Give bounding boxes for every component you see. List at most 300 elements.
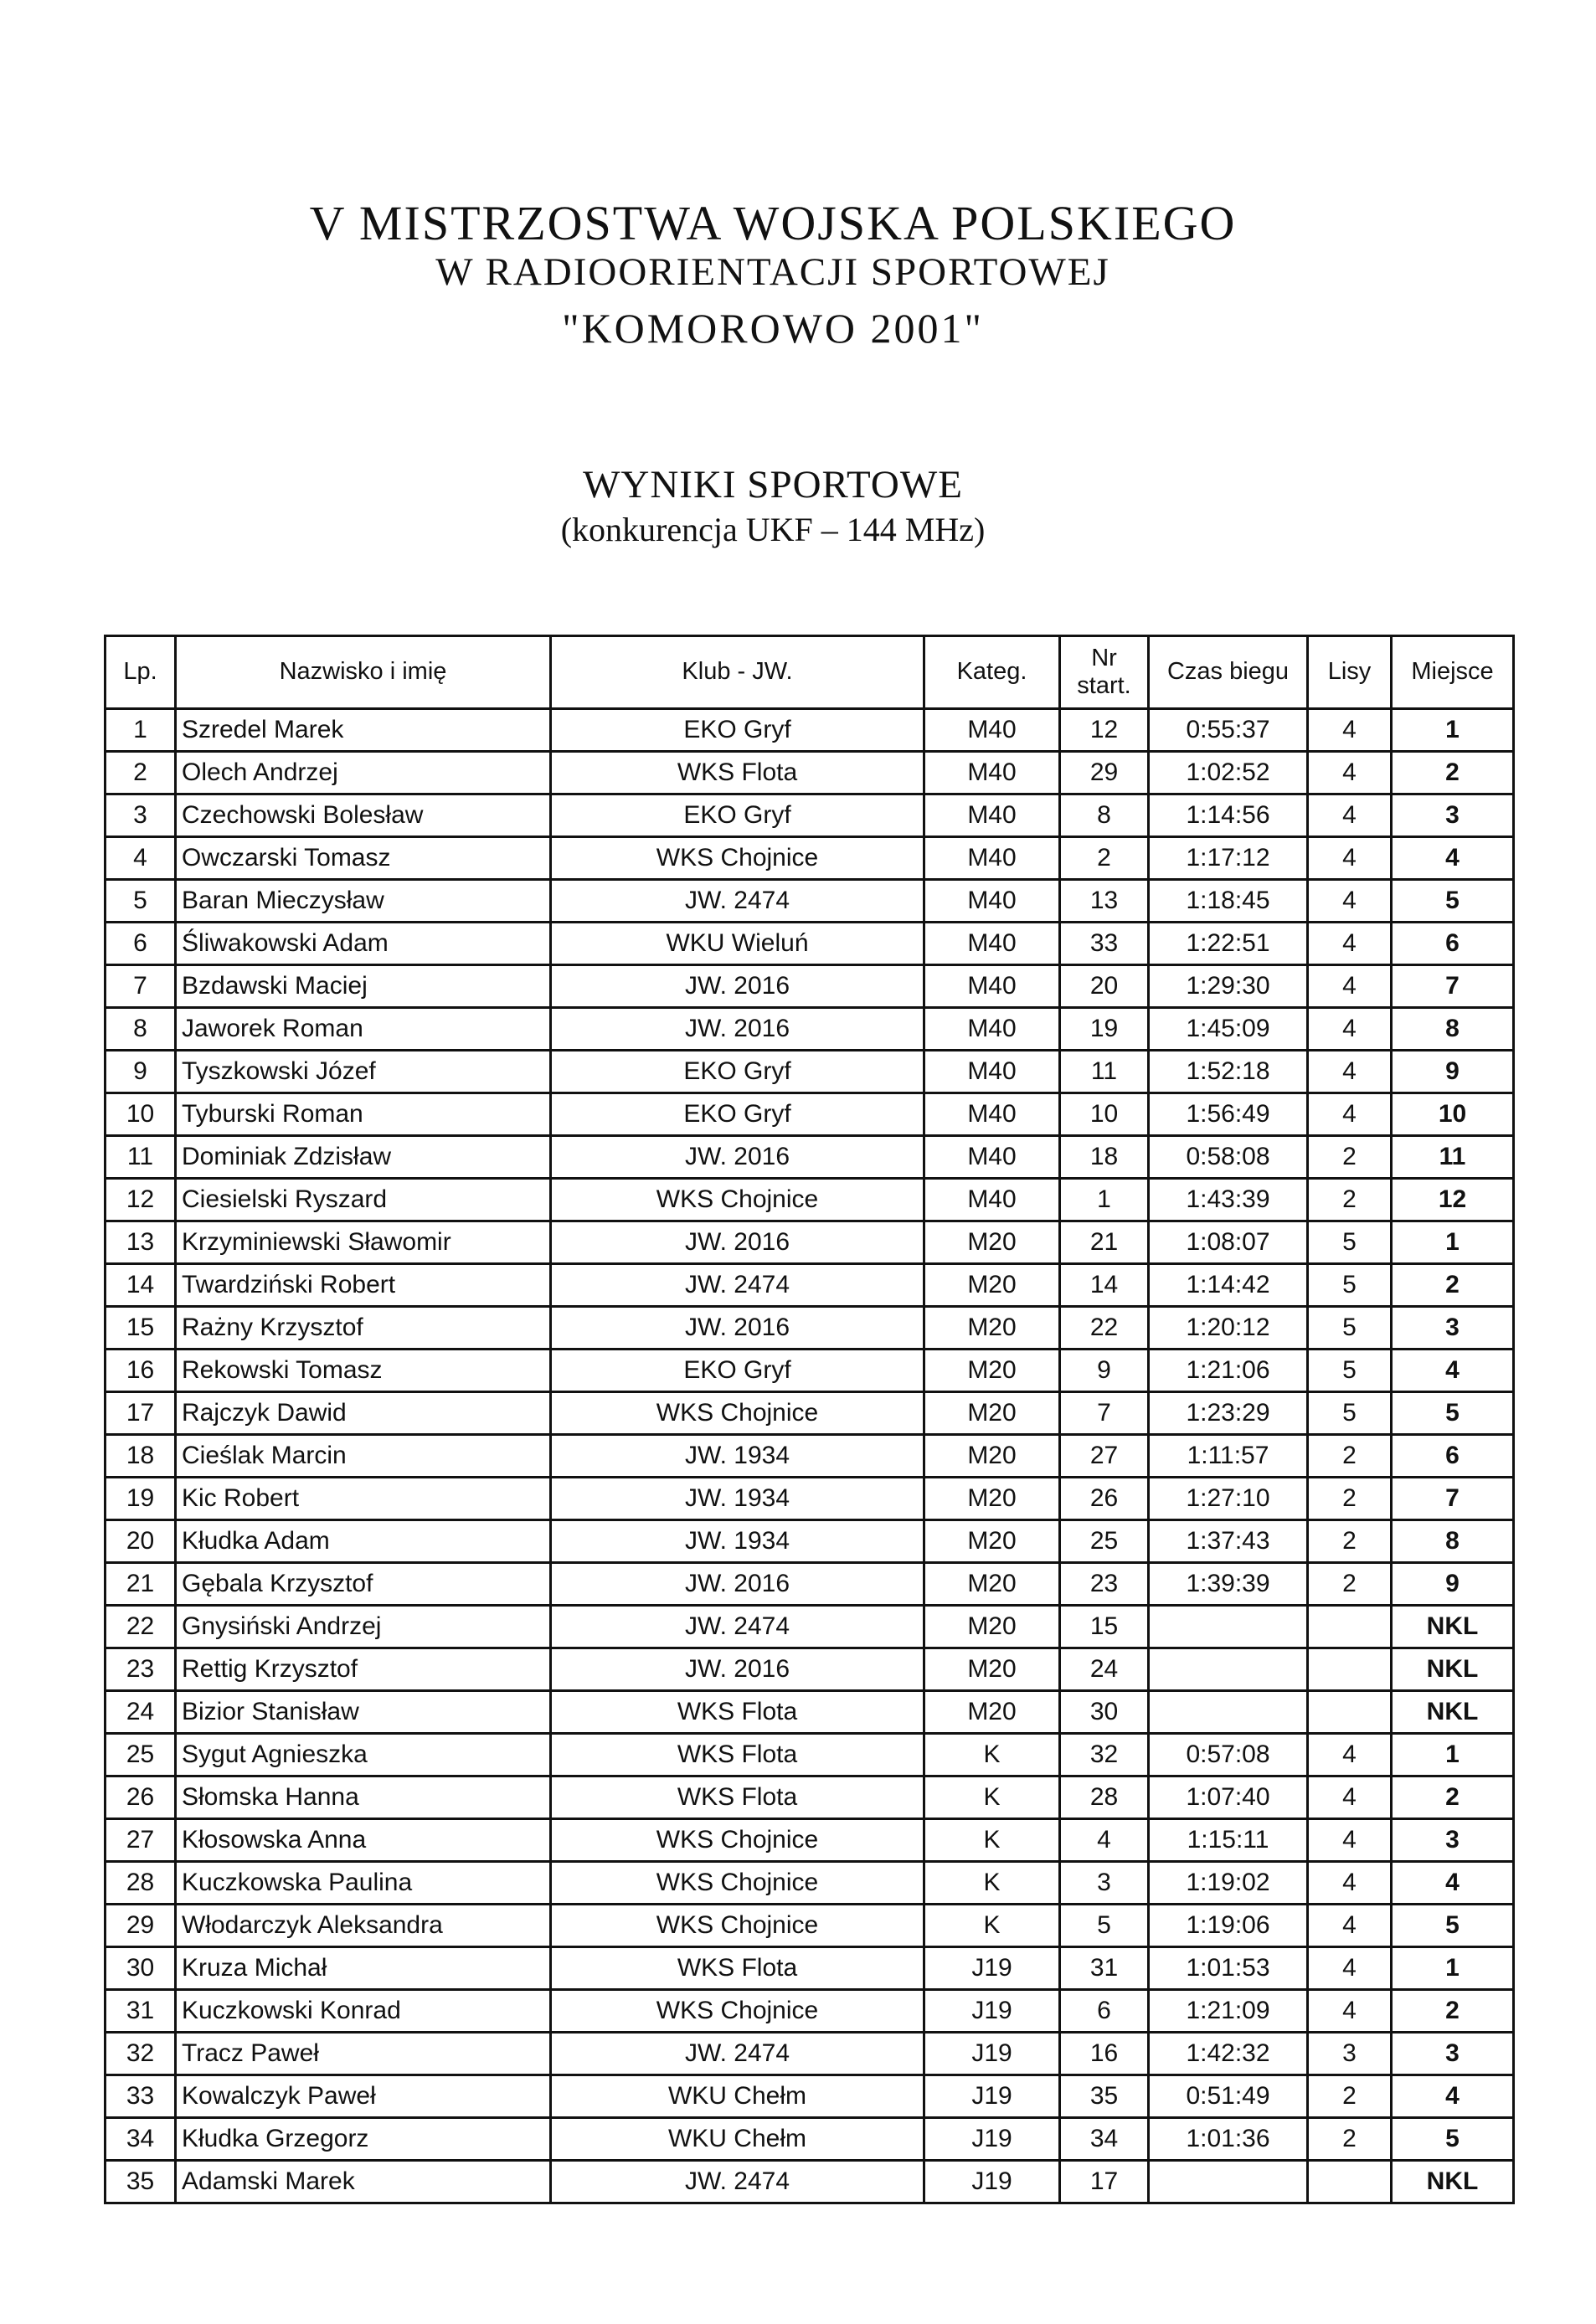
cell-club: JW. 2016	[551, 1307, 924, 1350]
table-row	[106, 1221, 1514, 1264]
cell-name: Dominiak Zdzisław	[176, 1136, 551, 1179]
cell-category: M40	[924, 752, 1060, 794]
cell-run-time	[1149, 2161, 1308, 2203]
cell-club: WKS Chojnice	[551, 1990, 924, 2033]
cell-lp: 34	[106, 2118, 176, 2161]
cell-place: 4	[1392, 1862, 1514, 1905]
cell-club: JW. 2016	[551, 1136, 924, 1179]
cell-foxes: 4	[1308, 1051, 1392, 1093]
cell-foxes: 4	[1308, 1862, 1392, 1905]
cell-start-number: 31	[1060, 1947, 1149, 1990]
cell-start-number: 27	[1060, 1435, 1149, 1478]
cell-foxes: 4	[1308, 965, 1392, 1008]
cell-club: JW. 2474	[551, 2033, 924, 2075]
cell-place: 3	[1392, 1307, 1514, 1350]
cell-lp: 4	[106, 837, 176, 880]
cell-foxes: 3	[1308, 2033, 1392, 2075]
cell-foxes: 2	[1308, 1520, 1392, 1563]
cell-foxes: 5	[1308, 1392, 1392, 1435]
cell-lp: 5	[106, 880, 176, 923]
cell-lp: 16	[106, 1350, 176, 1392]
cell-name: Sygut Agnieszka	[176, 1734, 551, 1776]
cell-start-number: 30	[1060, 1691, 1149, 1734]
cell-place: 2	[1392, 1776, 1514, 1819]
cell-run-time: 1:21:09	[1149, 1990, 1308, 2033]
cell-foxes: 4	[1308, 1734, 1392, 1776]
cell-lp: 22	[106, 1606, 176, 1648]
cell-run-time: 1:02:52	[1149, 752, 1308, 794]
cell-place: 7	[1392, 965, 1514, 1008]
cell-lp: 29	[106, 1905, 176, 1947]
cell-lp: 28	[106, 1862, 176, 1905]
header-place: Miejsce	[1392, 636, 1514, 709]
cell-name: Krzyminiewski Sławomir	[176, 1221, 551, 1264]
cell-start-number: 9	[1060, 1350, 1149, 1392]
cell-start-number: 19	[1060, 1008, 1149, 1051]
cell-category: M20	[924, 1435, 1060, 1478]
cell-start-number: 8	[1060, 794, 1149, 837]
cell-foxes: 4	[1308, 752, 1392, 794]
cell-start-number: 28	[1060, 1776, 1149, 1819]
cell-lp: 25	[106, 1734, 176, 1776]
cell-category: M20	[924, 1350, 1060, 1392]
cell-name: Jaworek Roman	[176, 1008, 551, 1051]
cell-foxes: 2	[1308, 1563, 1392, 1606]
cell-foxes: 5	[1308, 1264, 1392, 1307]
cell-club: WKS Chojnice	[551, 1905, 924, 1947]
cell-name: Śliwakowski Adam	[176, 923, 551, 965]
cell-start-number: 15	[1060, 1606, 1149, 1648]
cell-foxes: 4	[1308, 1008, 1392, 1051]
cell-lp: 27	[106, 1819, 176, 1862]
cell-category: M20	[924, 1691, 1060, 1734]
cell-run-time: 1:43:39	[1149, 1179, 1308, 1221]
cell-start-number: 10	[1060, 1093, 1149, 1136]
cell-name: Kłudka Grzegorz	[176, 2118, 551, 2161]
cell-category: J19	[924, 1990, 1060, 2033]
cell-name: Kłosowska Anna	[176, 1819, 551, 1862]
table-row	[106, 1990, 1514, 2033]
cell-club: JW. 2016	[551, 965, 924, 1008]
cell-start-number: 25	[1060, 1520, 1149, 1563]
cell-foxes: 4	[1308, 1947, 1392, 1990]
cell-name: Rażny Krzysztof	[176, 1307, 551, 1350]
table-row	[106, 1606, 1514, 1648]
cell-start-number: 21	[1060, 1221, 1149, 1264]
cell-run-time: 0:51:49	[1149, 2075, 1308, 2118]
cell-club: WKS Chojnice	[551, 1862, 924, 1905]
cell-foxes: 4	[1308, 837, 1392, 880]
header-foxes: Lisy	[1308, 636, 1392, 709]
table-row	[106, 1307, 1514, 1350]
cell-start-number: 3	[1060, 1862, 1149, 1905]
cell-lp: 9	[106, 1051, 176, 1093]
cell-start-number: 4	[1060, 1819, 1149, 1862]
cell-place: 5	[1392, 880, 1514, 923]
header-club: Klub - JW.	[551, 636, 924, 709]
cell-foxes: 4	[1308, 1990, 1392, 2033]
header-start-number: Nr start.	[1060, 636, 1149, 709]
cell-start-number: 6	[1060, 1990, 1149, 2033]
cell-club: EKO Gryf	[551, 794, 924, 837]
cell-run-time	[1149, 1606, 1308, 1648]
cell-club: JW. 2016	[551, 1563, 924, 1606]
cell-run-time	[1149, 1691, 1308, 1734]
cell-run-time: 1:07:40	[1149, 1776, 1308, 1819]
cell-lp: 23	[106, 1648, 176, 1691]
cell-club: WKS Chojnice	[551, 837, 924, 880]
cell-category: M40	[924, 1093, 1060, 1136]
cell-run-time: 1:37:43	[1149, 1520, 1308, 1563]
cell-place: 1	[1392, 1734, 1514, 1776]
cell-name: Gnysiński Andrzej	[176, 1606, 551, 1648]
cell-place: 3	[1392, 794, 1514, 837]
cell-name: Kruza Michał	[176, 1947, 551, 1990]
table-row	[106, 1862, 1514, 1905]
cell-category: K	[924, 1734, 1060, 1776]
document-title	[0, 196, 1596, 352]
cell-club: WKU Wieluń	[551, 923, 924, 965]
cell-club: WKU Chełm	[551, 2118, 924, 2161]
cell-foxes	[1308, 1648, 1392, 1691]
cell-club: JW. 2016	[551, 1648, 924, 1691]
cell-run-time: 1:29:30	[1149, 965, 1308, 1008]
cell-run-time: 1:18:45	[1149, 880, 1308, 923]
cell-club: JW. 1934	[551, 1478, 924, 1520]
cell-category: M20	[924, 1478, 1060, 1520]
cell-place: 2	[1392, 752, 1514, 794]
cell-club: WKS Flota	[551, 1691, 924, 1734]
cell-name: Włodarczyk Aleksandra	[176, 1905, 551, 1947]
cell-lp: 19	[106, 1478, 176, 1520]
cell-run-time: 1:15:11	[1149, 1819, 1308, 1862]
cell-lp: 18	[106, 1435, 176, 1478]
cell-place: 6	[1392, 1435, 1514, 1478]
cell-run-time: 0:58:08	[1149, 1136, 1308, 1179]
cell-foxes: 4	[1308, 1093, 1392, 1136]
table-row	[106, 1776, 1514, 1819]
cell-start-number: 14	[1060, 1264, 1149, 1307]
table-row	[106, 1905, 1514, 1947]
cell-place: 4	[1392, 2075, 1514, 2118]
header-category: Kateg.	[924, 636, 1060, 709]
table-row	[106, 1734, 1514, 1776]
cell-club: WKU Chełm	[551, 2075, 924, 2118]
cell-foxes: 2	[1308, 1179, 1392, 1221]
cell-start-number: 16	[1060, 2033, 1149, 2075]
cell-lp: 6	[106, 923, 176, 965]
cell-foxes: 2	[1308, 2075, 1392, 2118]
results-body	[106, 709, 1514, 2203]
results-table	[104, 635, 1515, 2204]
cell-category: M20	[924, 1307, 1060, 1350]
cell-club: WKS Chojnice	[551, 1819, 924, 1862]
cell-run-time: 1:17:12	[1149, 837, 1308, 880]
cell-lp: 14	[106, 1264, 176, 1307]
cell-foxes: 4	[1308, 794, 1392, 837]
cell-run-time: 1:42:32	[1149, 2033, 1308, 2075]
cell-category: M40	[924, 1008, 1060, 1051]
cell-place: 6	[1392, 923, 1514, 965]
cell-category: J19	[924, 2033, 1060, 2075]
cell-name: Bzdawski Maciej	[176, 965, 551, 1008]
cell-run-time: 1:22:51	[1149, 923, 1308, 965]
table-row	[106, 880, 1514, 923]
cell-lp: 11	[106, 1136, 176, 1179]
cell-name: Kuczkowska Paulina	[176, 1862, 551, 1905]
cell-name: Adamski Marek	[176, 2161, 551, 2203]
cell-foxes: 2	[1308, 1136, 1392, 1179]
cell-place: 7	[1392, 1478, 1514, 1520]
subtitle-line-1: WYNIKI SPORTOWE	[583, 463, 963, 506]
cell-place: 2	[1392, 1990, 1514, 2033]
cell-foxes: 4	[1308, 1819, 1392, 1862]
cell-lp: 15	[106, 1307, 176, 1350]
cell-lp: 35	[106, 2161, 176, 2203]
table-row	[106, 1478, 1514, 1520]
cell-name: Gębala Krzysztof	[176, 1563, 551, 1606]
cell-category: J19	[924, 2075, 1060, 2118]
cell-start-number: 2	[1060, 837, 1149, 880]
cell-category: M40	[924, 837, 1060, 880]
cell-foxes: 2	[1308, 1435, 1392, 1478]
cell-foxes	[1308, 2161, 1392, 2203]
cell-category: M20	[924, 1520, 1060, 1563]
cell-run-time: 0:57:08	[1149, 1734, 1308, 1776]
cell-place: 1	[1392, 1221, 1514, 1264]
cell-club: JW. 2474	[551, 1606, 924, 1648]
cell-place: 4	[1392, 1350, 1514, 1392]
cell-run-time: 1:19:06	[1149, 1905, 1308, 1947]
cell-name: Ciesielski Ryszard	[176, 1179, 551, 1221]
cell-start-number: 5	[1060, 1905, 1149, 1947]
table-row	[106, 923, 1514, 965]
cell-club: JW. 2016	[551, 1008, 924, 1051]
cell-place: 4	[1392, 837, 1514, 880]
cell-lp: 12	[106, 1179, 176, 1221]
cell-club: WKS Flota	[551, 1734, 924, 1776]
cell-start-number: 11	[1060, 1051, 1149, 1093]
cell-name: Kowalczyk Paweł	[176, 2075, 551, 2118]
cell-category: K	[924, 1862, 1060, 1905]
cell-run-time: 1:52:18	[1149, 1051, 1308, 1093]
cell-run-time: 1:08:07	[1149, 1221, 1308, 1264]
cell-foxes: 4	[1308, 1776, 1392, 1819]
cell-club: JW. 2474	[551, 880, 924, 923]
cell-foxes: 4	[1308, 923, 1392, 965]
table-row	[106, 1648, 1514, 1691]
cell-place: 3	[1392, 1819, 1514, 1862]
cell-name: Szredel Marek	[176, 709, 551, 752]
cell-name: Rekowski Tomasz	[176, 1350, 551, 1392]
table-row	[106, 965, 1514, 1008]
cell-place: NKL	[1392, 1648, 1514, 1691]
cell-category: M40	[924, 1136, 1060, 1179]
cell-run-time: 1:45:09	[1149, 1008, 1308, 1051]
cell-category: K	[924, 1819, 1060, 1862]
cell-club: EKO Gryf	[551, 1051, 924, 1093]
cell-start-number: 33	[1060, 923, 1149, 965]
subtitle-line-2: (konkurencja UKF – 144 MHz)	[560, 511, 986, 548]
cell-name: Słomska Hanna	[176, 1776, 551, 1819]
cell-lp: 24	[106, 1691, 176, 1734]
table-row	[106, 1392, 1514, 1435]
cell-run-time: 1:20:12	[1149, 1307, 1308, 1350]
cell-start-number: 35	[1060, 2075, 1149, 2118]
cell-category: M40	[924, 709, 1060, 752]
cell-name: Kłudka Adam	[176, 1520, 551, 1563]
cell-name: Kuczkowski Konrad	[176, 1990, 551, 2033]
title-line-2: W RADIOORIENTACJI SPORTOWEJ	[435, 250, 1110, 294]
cell-foxes	[1308, 1691, 1392, 1734]
header-lp: Lp.	[106, 636, 176, 709]
cell-category: J19	[924, 2118, 1060, 2161]
cell-start-number: 18	[1060, 1136, 1149, 1179]
cell-run-time: 1:01:53	[1149, 1947, 1308, 1990]
table-row	[106, 1179, 1514, 1221]
cell-name: Czechowski Bolesław	[176, 794, 551, 837]
cell-start-number: 13	[1060, 880, 1149, 923]
cell-club: EKO Gryf	[551, 1093, 924, 1136]
cell-start-number: 23	[1060, 1563, 1149, 1606]
cell-run-time: 1:39:39	[1149, 1563, 1308, 1606]
cell-place: 8	[1392, 1008, 1514, 1051]
cell-category: M20	[924, 1563, 1060, 1606]
cell-foxes: 5	[1308, 1221, 1392, 1264]
cell-start-number: 29	[1060, 752, 1149, 794]
cell-name: Twardziński Robert	[176, 1264, 551, 1307]
cell-run-time: 1:27:10	[1149, 1478, 1308, 1520]
cell-name: Tyszkowski Józef	[176, 1051, 551, 1093]
cell-club: JW. 2474	[551, 1264, 924, 1307]
cell-run-time: 1:14:42	[1149, 1264, 1308, 1307]
cell-run-time: 1:01:36	[1149, 2118, 1308, 2161]
cell-category: K	[924, 1776, 1060, 1819]
cell-run-time	[1149, 1648, 1308, 1691]
cell-foxes	[1308, 1606, 1392, 1648]
table-row	[106, 1051, 1514, 1093]
cell-run-time: 1:56:49	[1149, 1093, 1308, 1136]
cell-start-number: 17	[1060, 2161, 1149, 2203]
cell-category: M20	[924, 1392, 1060, 1435]
cell-place: NKL	[1392, 1691, 1514, 1734]
cell-place: 9	[1392, 1563, 1514, 1606]
cell-place: 2	[1392, 1264, 1514, 1307]
table-header-row	[106, 636, 1514, 709]
cell-lp: 17	[106, 1392, 176, 1435]
table-row	[106, 1008, 1514, 1051]
cell-club: JW. 1934	[551, 1520, 924, 1563]
cell-lp: 20	[106, 1520, 176, 1563]
cell-category: M40	[924, 794, 1060, 837]
cell-lp: 32	[106, 2033, 176, 2075]
cell-start-number: 20	[1060, 965, 1149, 1008]
table-row	[106, 1435, 1514, 1478]
cell-start-number: 7	[1060, 1392, 1149, 1435]
cell-run-time: 1:23:29	[1149, 1392, 1308, 1435]
cell-place: 5	[1392, 1392, 1514, 1435]
cell-name: Bizior Stanisław	[176, 1691, 551, 1734]
cell-start-number: 34	[1060, 2118, 1149, 2161]
cell-lp: 1	[106, 709, 176, 752]
cell-lp: 13	[106, 1221, 176, 1264]
cell-run-time: 1:11:57	[1149, 1435, 1308, 1478]
cell-category: M40	[924, 965, 1060, 1008]
cell-place: NKL	[1392, 2161, 1514, 2203]
cell-place: 1	[1392, 709, 1514, 752]
table-row	[106, 2075, 1514, 2118]
table-row	[106, 2161, 1514, 2203]
cell-category: M40	[924, 1179, 1060, 1221]
cell-club: WKS Chojnice	[551, 1392, 924, 1435]
cell-place: 11	[1392, 1136, 1514, 1179]
cell-club: JW. 2016	[551, 1221, 924, 1264]
cell-club: EKO Gryf	[551, 709, 924, 752]
header-run-time: Czas biegu	[1149, 636, 1308, 709]
cell-start-number: 26	[1060, 1478, 1149, 1520]
cell-run-time: 1:14:56	[1149, 794, 1308, 837]
cell-place: 1	[1392, 1947, 1514, 1990]
cell-start-number: 12	[1060, 709, 1149, 752]
cell-place: 5	[1392, 1905, 1514, 1947]
table-row	[106, 837, 1514, 880]
cell-name: Kic Robert	[176, 1478, 551, 1520]
cell-lp: 30	[106, 1947, 176, 1990]
cell-place: 3	[1392, 2033, 1514, 2075]
cell-category: J19	[924, 1947, 1060, 1990]
cell-place: 5	[1392, 2118, 1514, 2161]
cell-category: M40	[924, 923, 1060, 965]
cell-lp: 7	[106, 965, 176, 1008]
cell-category: M40	[924, 880, 1060, 923]
cell-place: 12	[1392, 1179, 1514, 1221]
table-row	[106, 794, 1514, 837]
title-line-3: "KOMOROWO 2001"	[562, 305, 984, 352]
cell-place: 10	[1392, 1093, 1514, 1136]
cell-name: Olech Andrzej	[176, 752, 551, 794]
cell-foxes: 2	[1308, 1478, 1392, 1520]
cell-lp: 3	[106, 794, 176, 837]
table-row	[106, 1264, 1514, 1307]
cell-foxes: 4	[1308, 880, 1392, 923]
table-row	[106, 1093, 1514, 1136]
cell-name: Baran Mieczysław	[176, 880, 551, 923]
cell-name: Owczarski Tomasz	[176, 837, 551, 880]
cell-category: J19	[924, 2161, 1060, 2203]
cell-lp: 8	[106, 1008, 176, 1051]
cell-category: K	[924, 1905, 1060, 1947]
table-row	[106, 1520, 1514, 1563]
table-row	[106, 752, 1514, 794]
table-row	[106, 709, 1514, 752]
cell-foxes: 5	[1308, 1350, 1392, 1392]
cell-club: WKS Flota	[551, 1947, 924, 1990]
table-row	[106, 1947, 1514, 1990]
cell-lp: 21	[106, 1563, 176, 1606]
table-row	[106, 1563, 1514, 1606]
cell-name: Rettig Krzysztof	[176, 1648, 551, 1691]
cell-foxes: 5	[1308, 1307, 1392, 1350]
table-row	[106, 1136, 1514, 1179]
cell-club: EKO Gryf	[551, 1350, 924, 1392]
cell-name: Rajczyk Dawid	[176, 1392, 551, 1435]
cell-category: M40	[924, 1051, 1060, 1093]
cell-category: M20	[924, 1648, 1060, 1691]
cell-place: 9	[1392, 1051, 1514, 1093]
cell-club: WKS Chojnice	[551, 1179, 924, 1221]
cell-foxes: 4	[1308, 709, 1392, 752]
cell-club: WKS Flota	[551, 1776, 924, 1819]
